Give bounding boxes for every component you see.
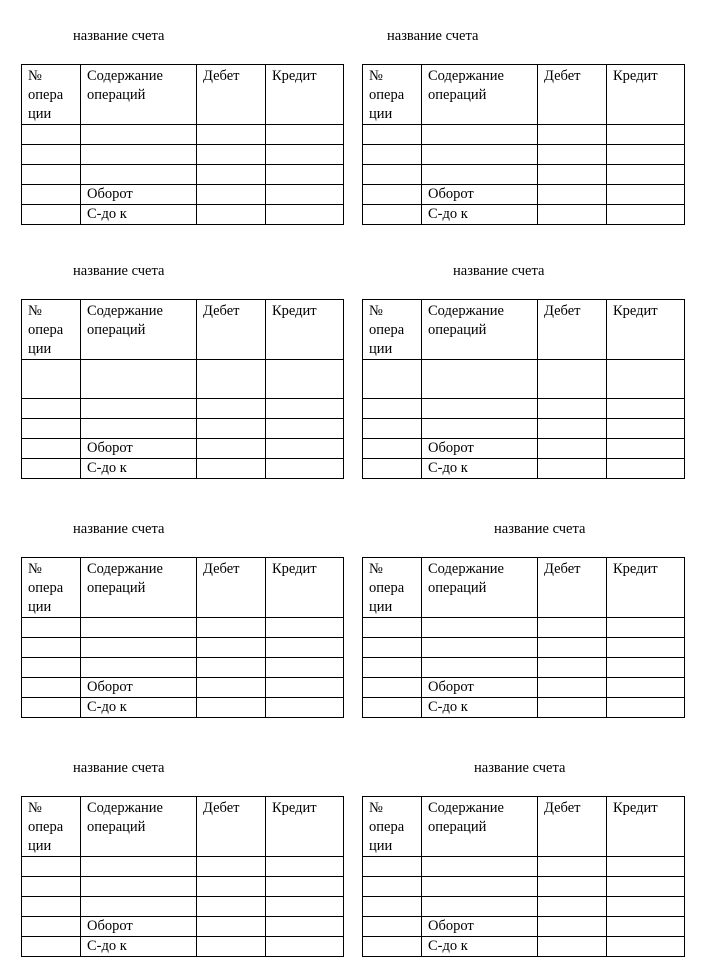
header-content: [422, 300, 538, 360]
header-content: [422, 65, 538, 125]
balance-label: С-до к: [422, 205, 538, 225]
table-header-row: [22, 65, 344, 125]
table-cell[interactable]: [197, 917, 266, 937]
header-credit: Кредит: [266, 65, 344, 125]
table-cell[interactable]: [422, 897, 538, 917]
table-cell[interactable]: [538, 165, 607, 185]
table-cell[interactable]: [363, 419, 422, 439]
header-number-line: №: [369, 800, 383, 816]
turnover-label: Оборот: [81, 678, 197, 698]
header-number-line: ции: [28, 106, 52, 122]
table-cell[interactable]: [22, 618, 81, 638]
header-content: [81, 65, 197, 125]
table-cell[interactable]: [22, 360, 81, 399]
header-content: [81, 797, 197, 857]
ledger-table: [362, 796, 685, 957]
table-cell[interactable]: [81, 360, 197, 399]
table-cell[interactable]: [197, 857, 266, 877]
table-cell[interactable]: [266, 439, 344, 459]
header-number: [363, 65, 422, 125]
table-row: [363, 658, 685, 678]
table-header-row: [363, 300, 685, 360]
header-content-line: Содержание: [428, 68, 504, 84]
table-row: [363, 125, 685, 145]
header-content-line: операций: [87, 580, 146, 596]
table-cell[interactable]: [538, 937, 607, 957]
header-number-line: №: [28, 561, 42, 577]
header-number-line: опера: [28, 87, 64, 103]
header-content: [81, 558, 197, 618]
table-cell[interactable]: [266, 165, 344, 185]
table-cell[interactable]: [363, 638, 422, 658]
table-cell[interactable]: [422, 638, 538, 658]
header-content-line: операций: [87, 87, 146, 103]
table-cell[interactable]: [197, 185, 266, 205]
table-cell[interactable]: [538, 618, 607, 638]
table-row: [363, 877, 685, 897]
table-cell[interactable]: [363, 145, 422, 165]
table-header-row: [22, 300, 344, 360]
table-cell[interactable]: [538, 897, 607, 917]
table-row: [22, 145, 344, 165]
table-cell[interactable]: [422, 360, 538, 399]
header-debit: Дебет: [197, 797, 266, 857]
turnover-row: [363, 917, 685, 937]
table-cell[interactable]: [22, 638, 81, 658]
table-cell[interactable]: [197, 419, 266, 439]
table-cell[interactable]: [363, 459, 422, 479]
header-content-line: операций: [428, 819, 487, 835]
table-cell[interactable]: [422, 857, 538, 877]
turnover-row: [22, 185, 344, 205]
balance-row: [22, 698, 344, 718]
table-cell[interactable]: [363, 917, 422, 937]
turnover-row: [22, 917, 344, 937]
table-header-row: [22, 558, 344, 618]
table-cell[interactable]: [22, 917, 81, 937]
turnover-label: Оборот: [81, 185, 197, 205]
table-row: [22, 897, 344, 917]
table-row: [22, 877, 344, 897]
header-content-line: операций: [428, 87, 487, 103]
table-cell[interactable]: [266, 658, 344, 678]
table-row: [22, 638, 344, 658]
table-row: [22, 419, 344, 439]
table-row: [363, 857, 685, 877]
header-credit: Кредит: [266, 300, 344, 360]
balance-row: [363, 698, 685, 718]
table-cell[interactable]: [81, 165, 197, 185]
table-header-row: [363, 558, 685, 618]
table-cell[interactable]: [363, 399, 422, 419]
table-cell[interactable]: [22, 857, 81, 877]
header-content-line: операций: [428, 580, 487, 596]
table-cell[interactable]: [197, 877, 266, 897]
table-cell[interactable]: [363, 165, 422, 185]
header-content: [81, 300, 197, 360]
header-content-line: Содержание: [87, 303, 163, 319]
header-number-line: опера: [28, 322, 64, 338]
turnover-label: Оборот: [422, 439, 538, 459]
turnover-label: Оборот: [422, 185, 538, 205]
table-cell[interactable]: [266, 145, 344, 165]
account-title: название счета: [387, 28, 479, 44]
table-cell[interactable]: [607, 857, 685, 877]
header-debit: Дебет: [197, 300, 266, 360]
balance-label: С-до к: [81, 459, 197, 479]
table-cell[interactable]: [197, 360, 266, 399]
table-row: [363, 638, 685, 658]
header-number: [22, 300, 81, 360]
table-cell[interactable]: [266, 917, 344, 937]
table-cell[interactable]: [607, 185, 685, 205]
header-number-line: опера: [369, 819, 405, 835]
table-cell[interactable]: [607, 145, 685, 165]
table-cell[interactable]: [538, 917, 607, 937]
table-cell[interactable]: [363, 698, 422, 718]
table-cell[interactable]: [197, 618, 266, 638]
table-cell[interactable]: [197, 399, 266, 419]
header-content-line: Содержание: [87, 68, 163, 84]
table-cell[interactable]: [538, 459, 607, 479]
table-cell[interactable]: [538, 857, 607, 877]
header-content: [422, 558, 538, 618]
account-title: название счета: [73, 263, 165, 279]
header-debit: Дебет: [538, 65, 607, 125]
table-cell[interactable]: [363, 205, 422, 225]
table-cell[interactable]: [607, 678, 685, 698]
table-cell[interactable]: [538, 439, 607, 459]
table-row: [22, 399, 344, 419]
header-debit: Дебет: [197, 558, 266, 618]
ledger-table: [362, 299, 685, 479]
table-header-row: [363, 797, 685, 857]
table-cell[interactable]: [363, 618, 422, 638]
table-cell[interactable]: [266, 877, 344, 897]
header-number: [22, 797, 81, 857]
table-cell[interactable]: [197, 145, 266, 165]
table-cell[interactable]: [422, 618, 538, 638]
balance-label: С-до к: [422, 698, 538, 718]
table-header-row: [363, 65, 685, 125]
header-number: [22, 65, 81, 125]
ledger-table: [21, 557, 344, 718]
table-cell[interactable]: [363, 937, 422, 957]
table-cell[interactable]: [81, 638, 197, 658]
table-cell[interactable]: [81, 125, 197, 145]
table-cell[interactable]: [197, 125, 266, 145]
header-number-line: опера: [28, 819, 64, 835]
header-credit: Кредит: [607, 558, 685, 618]
turnover-row: [22, 439, 344, 459]
header-number-line: ции: [28, 341, 52, 357]
header-number-line: опера: [369, 580, 405, 596]
ledger-table: [21, 64, 344, 225]
table-cell[interactable]: [363, 857, 422, 877]
header-content-line: операций: [87, 819, 146, 835]
table-row: [363, 618, 685, 638]
account-title: название счета: [453, 263, 545, 279]
header-credit: Кредит: [266, 558, 344, 618]
turnover-label: Оборот: [81, 439, 197, 459]
account-title: название счета: [494, 521, 586, 537]
header-number-line: №: [369, 303, 383, 319]
header-content-line: операций: [428, 322, 487, 338]
header-content-line: Содержание: [428, 800, 504, 816]
header-content-line: Содержание: [87, 800, 163, 816]
turnover-label: Оборот: [422, 917, 538, 937]
balance-row: [363, 937, 685, 957]
table-cell[interactable]: [607, 638, 685, 658]
table-row: [22, 125, 344, 145]
table-cell[interactable]: [22, 459, 81, 479]
table-header-row: [22, 797, 344, 857]
table-cell[interactable]: [607, 459, 685, 479]
table-cell[interactable]: [266, 360, 344, 399]
table-cell[interactable]: [266, 419, 344, 439]
table-cell[interactable]: [266, 698, 344, 718]
table-cell[interactable]: [363, 360, 422, 399]
table-row: [363, 360, 685, 399]
table-row: [363, 897, 685, 917]
table-row: [363, 399, 685, 419]
table-cell[interactable]: [22, 419, 81, 439]
table-row: [22, 658, 344, 678]
header-number-line: опера: [369, 87, 405, 103]
table-cell[interactable]: [607, 419, 685, 439]
table-cell[interactable]: [422, 165, 538, 185]
table-cell[interactable]: [81, 419, 197, 439]
table-cell[interactable]: [81, 399, 197, 419]
table-cell[interactable]: [266, 638, 344, 658]
table-cell[interactable]: [538, 125, 607, 145]
account-title: название счета: [474, 760, 566, 776]
table-cell[interactable]: [197, 937, 266, 957]
table-cell[interactable]: [197, 638, 266, 658]
header-credit: Кредит: [607, 300, 685, 360]
table-cell[interactable]: [22, 897, 81, 917]
account-title: название счета: [73, 28, 165, 44]
header-number-line: ции: [369, 341, 393, 357]
table-cell[interactable]: [22, 399, 81, 419]
table-cell[interactable]: [81, 877, 197, 897]
table-cell[interactable]: [363, 185, 422, 205]
table-cell[interactable]: [607, 618, 685, 638]
table-cell[interactable]: [607, 897, 685, 917]
header-number-line: опера: [369, 322, 405, 338]
turnover-row: [363, 678, 685, 698]
header-debit: Дебет: [197, 65, 266, 125]
table-cell[interactable]: [22, 877, 81, 897]
table-cell[interactable]: [363, 125, 422, 145]
balance-label: С-до к: [81, 698, 197, 718]
table-cell[interactable]: [538, 877, 607, 897]
table-cell[interactable]: [22, 165, 81, 185]
header-number: [363, 797, 422, 857]
header-number-line: опера: [28, 580, 64, 596]
table-cell[interactable]: [22, 439, 81, 459]
balance-row: [363, 205, 685, 225]
table-cell[interactable]: [422, 658, 538, 678]
header-number-line: №: [369, 561, 383, 577]
table-cell[interactable]: [81, 658, 197, 678]
table-cell[interactable]: [22, 698, 81, 718]
table-cell[interactable]: [266, 937, 344, 957]
table-cell[interactable]: [266, 399, 344, 419]
table-cell[interactable]: [363, 678, 422, 698]
table-cell[interactable]: [607, 399, 685, 419]
balance-label: С-до к: [422, 459, 538, 479]
table-cell[interactable]: [538, 185, 607, 205]
table-cell[interactable]: [22, 678, 81, 698]
header-number-line: №: [369, 68, 383, 84]
turnover-label: Оборот: [81, 917, 197, 937]
balance-row: [22, 459, 344, 479]
table-cell[interactable]: [363, 877, 422, 897]
header-number-line: ции: [369, 838, 393, 854]
table-cell[interactable]: [422, 399, 538, 419]
table-cell[interactable]: [538, 638, 607, 658]
table-row: [22, 857, 344, 877]
table-cell[interactable]: [197, 897, 266, 917]
table-cell[interactable]: [266, 897, 344, 917]
table-cell[interactable]: [197, 205, 266, 225]
table-row: [363, 145, 685, 165]
balance-label: С-до к: [81, 937, 197, 957]
turnover-label: Оборот: [422, 678, 538, 698]
table-cell[interactable]: [197, 165, 266, 185]
table-cell[interactable]: [422, 125, 538, 145]
turnover-row: [363, 185, 685, 205]
table-cell[interactable]: [538, 360, 607, 399]
table-cell[interactable]: [266, 459, 344, 479]
table-row: [22, 618, 344, 638]
ledger-table: [21, 796, 344, 957]
table-cell[interactable]: [422, 145, 538, 165]
table-row: [22, 360, 344, 399]
table-cell[interactable]: [197, 678, 266, 698]
header-number-line: ции: [369, 599, 393, 615]
header-number: [22, 558, 81, 618]
ledger-table: [362, 64, 685, 225]
table-cell[interactable]: [22, 145, 81, 165]
table-cell[interactable]: [363, 658, 422, 678]
header-debit: Дебет: [538, 558, 607, 618]
turnover-row: [363, 439, 685, 459]
turnover-row: [22, 678, 344, 698]
table-cell[interactable]: [266, 618, 344, 638]
balance-label: С-до к: [81, 205, 197, 225]
table-cell[interactable]: [266, 678, 344, 698]
header-number: [363, 558, 422, 618]
table-cell[interactable]: [538, 205, 607, 225]
table-cell[interactable]: [422, 419, 538, 439]
table-cell[interactable]: [363, 439, 422, 459]
table-cell[interactable]: [197, 459, 266, 479]
header-number: [363, 300, 422, 360]
table-cell[interactable]: [607, 165, 685, 185]
table-cell[interactable]: [266, 185, 344, 205]
table-cell[interactable]: [81, 857, 197, 877]
header-credit: Кредит: [266, 797, 344, 857]
table-cell[interactable]: [22, 185, 81, 205]
header-number-line: ции: [28, 838, 52, 854]
header-number-line: №: [28, 68, 42, 84]
balance-row: [22, 937, 344, 957]
header-debit: Дебет: [538, 300, 607, 360]
table-row: [363, 419, 685, 439]
table-cell[interactable]: [22, 125, 81, 145]
table-cell[interactable]: [266, 205, 344, 225]
balance-row: [22, 205, 344, 225]
header-credit: Кредит: [607, 797, 685, 857]
header-number-line: ции: [369, 106, 393, 122]
table-cell[interactable]: [607, 698, 685, 718]
table-cell[interactable]: [607, 877, 685, 897]
table-cell[interactable]: [363, 897, 422, 917]
table-cell[interactable]: [81, 897, 197, 917]
balance-row: [363, 459, 685, 479]
table-cell[interactable]: [607, 658, 685, 678]
table-cell[interactable]: [538, 419, 607, 439]
table-cell[interactable]: [607, 205, 685, 225]
header-content-line: операций: [87, 322, 146, 338]
table-cell[interactable]: [266, 857, 344, 877]
ledger-table: [21, 299, 344, 479]
table-cell[interactable]: [607, 125, 685, 145]
table-cell[interactable]: [422, 877, 538, 897]
table-cell[interactable]: [538, 698, 607, 718]
table-row: [22, 165, 344, 185]
table-row: [363, 165, 685, 185]
table-cell[interactable]: [538, 145, 607, 165]
account-title: название счета: [73, 521, 165, 537]
header-debit: Дебет: [538, 797, 607, 857]
ledger-table: [362, 557, 685, 718]
table-cell[interactable]: [81, 618, 197, 638]
header-content-line: Содержание: [428, 561, 504, 577]
table-cell[interactable]: [538, 658, 607, 678]
header-number-line: №: [28, 800, 42, 816]
header-number-line: №: [28, 303, 42, 319]
table-cell[interactable]: [81, 145, 197, 165]
table-cell[interactable]: [266, 125, 344, 145]
table-cell[interactable]: [607, 917, 685, 937]
header-number-line: ции: [28, 599, 52, 615]
table-cell[interactable]: [197, 698, 266, 718]
table-cell[interactable]: [607, 360, 685, 399]
table-cell[interactable]: [22, 658, 81, 678]
table-cell[interactable]: [22, 205, 81, 225]
header-credit: Кредит: [607, 65, 685, 125]
header-content-line: Содержание: [428, 303, 504, 319]
table-cell[interactable]: [197, 658, 266, 678]
table-cell[interactable]: [197, 439, 266, 459]
table-cell[interactable]: [22, 937, 81, 957]
table-cell[interactable]: [607, 937, 685, 957]
table-cell[interactable]: [538, 678, 607, 698]
account-title: название счета: [73, 760, 165, 776]
table-cell[interactable]: [538, 399, 607, 419]
header-content-line: Содержание: [87, 561, 163, 577]
table-cell[interactable]: [607, 439, 685, 459]
balance-label: С-до к: [422, 937, 538, 957]
header-content: [422, 797, 538, 857]
